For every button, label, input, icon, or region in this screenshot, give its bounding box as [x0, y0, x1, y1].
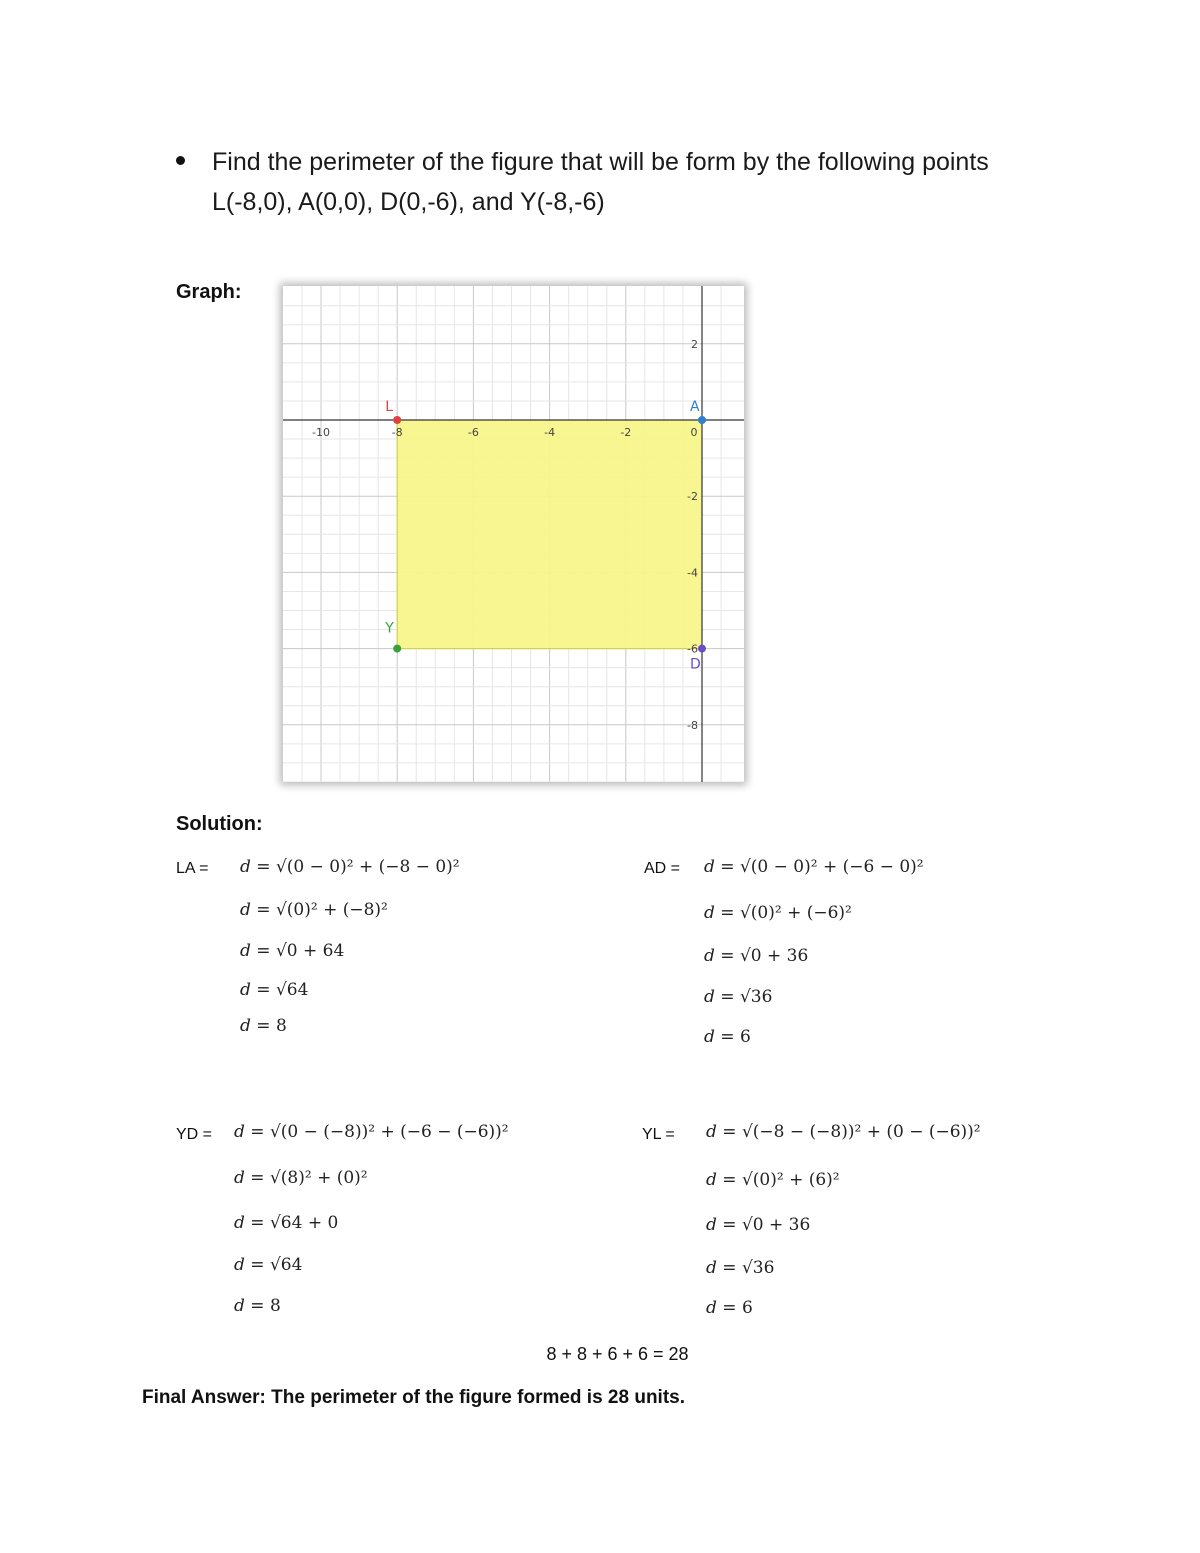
la-label: LA = [176, 860, 209, 877]
ad-step-1: d = √(0 − 0)² + (−6 − 0)² [704, 857, 924, 877]
yl-step-1: d = √(−8 − (−8))² + (0 − (−6))² [706, 1122, 981, 1142]
la-step-2-expr: (0)² + (−8)² [286, 900, 388, 920]
coordinate-graph [283, 286, 744, 782]
la-step-3: d = √0 + 64 [240, 941, 345, 961]
bullet-icon [176, 156, 185, 165]
ad-step-4: d = √36 [704, 987, 773, 1007]
yd-step-4-expr: 64 [280, 1255, 303, 1275]
yd-step-3: d = √64 + 0 [234, 1213, 339, 1233]
yd-step-4: d = √64 [234, 1255, 303, 1275]
y-tick-label: -6 [687, 642, 698, 656]
ad-step-5-expr: 6 [739, 1027, 751, 1047]
la-step-3-expr: 0 + 64 [286, 941, 345, 961]
point-a [698, 416, 706, 424]
final-answer: Final Answer: The perimeter of the figure formed is 28 units. [142, 1387, 686, 1408]
yl-step-3-expr: 0 + 36 [752, 1215, 811, 1235]
x-tick-label: -2 [620, 426, 632, 439]
yl-step-2: d = √(0)² + (6)² [706, 1170, 840, 1190]
yd-step-5: d = 8 [234, 1296, 281, 1316]
la-step-5-expr: 8 [275, 1016, 287, 1036]
la-step-4-expr: 64 [286, 980, 309, 1000]
yd-step-1: d = √(0 − (−8))² + (−6 − (−6))² [234, 1122, 509, 1142]
point-y [393, 645, 401, 653]
solution-label: Solution: [176, 813, 263, 835]
yl-label: YL = [642, 1126, 675, 1143]
ad-step-3: d = √0 + 36 [704, 946, 809, 966]
x-tick-label: -6 [467, 426, 479, 439]
y-tick-label: -2 [687, 490, 698, 504]
question-bullet [170, 142, 1030, 222]
la-step-4: d = √64 [240, 980, 309, 1000]
ad-step-4-expr: 36 [750, 987, 773, 1007]
x-tick-label: -10 [312, 426, 330, 439]
la-step-2: d = √(0)² + (−8)² [240, 900, 388, 920]
perimeter-sum: 8 + 8 + 6 + 6 = 28 [546, 1344, 689, 1364]
point-label-y: Y [385, 620, 394, 637]
x-tick-label: -4 [544, 426, 556, 439]
point-l [393, 416, 401, 424]
y-tick-label: -4 [687, 566, 698, 580]
yl-step-5-expr: 6 [741, 1298, 753, 1318]
x-tick-label: -8 [391, 426, 403, 439]
la-step-1: d = √(0 − 0)² + (−8 − 0)² [240, 857, 460, 877]
rectangle-region [397, 420, 702, 649]
graph-label: Graph: [176, 281, 242, 303]
graph-panel [283, 286, 744, 782]
point-label-d: D [690, 656, 701, 673]
ad-label: AD = [644, 860, 681, 877]
yl-step-5: d = 6 [706, 1298, 753, 1318]
la-step-5: d = 8 [240, 1016, 287, 1036]
yd-step-5-expr: 8 [269, 1296, 281, 1316]
yd-step-2-expr: (8)² + (0)² [280, 1168, 368, 1188]
point-label-a: A [690, 399, 700, 415]
la-step-1-expr: (0 − 0)² + (−8 − 0)² [286, 857, 460, 877]
point-d [698, 645, 706, 653]
yd-step-3-expr: 64 + 0 [280, 1213, 339, 1233]
y-tick-label: 2 [691, 337, 698, 351]
ad-step-2-expr: (0)² + (−6)² [750, 903, 852, 923]
ad-step-2: d = √(0)² + (−6)² [704, 903, 852, 923]
yl-step-4: d = √36 [706, 1258, 775, 1278]
yl-step-3: d = √0 + 36 [706, 1215, 811, 1235]
x-tick-label: 0 [690, 426, 698, 439]
yl-step-4-expr: 36 [752, 1258, 775, 1278]
ad-step-5: d = 6 [704, 1027, 751, 1047]
question-text: Find the perimeter of the figure that will be form by the following points L(-8,0), A(0,0), D(0,-6), and Y(-8,-6) [212, 148, 989, 216]
yd-step-2: d = √(8)² + (0)² [234, 1168, 368, 1188]
yl-step-2-expr: (0)² + (6)² [752, 1170, 840, 1190]
yd-step-1-expr: (0 − (−8))² + (−6 − (−6))² [280, 1122, 509, 1142]
point-label-l: L [385, 399, 394, 415]
yd-label: YD = [176, 1126, 213, 1143]
ad-step-3-expr: 0 + 36 [750, 946, 809, 966]
y-tick-label: -8 [687, 718, 698, 732]
yl-step-1-expr: (−8 − (−8))² + (0 − (−6))² [752, 1122, 981, 1142]
ad-step-1-expr: (0 − 0)² + (−6 − 0)² [750, 857, 924, 877]
